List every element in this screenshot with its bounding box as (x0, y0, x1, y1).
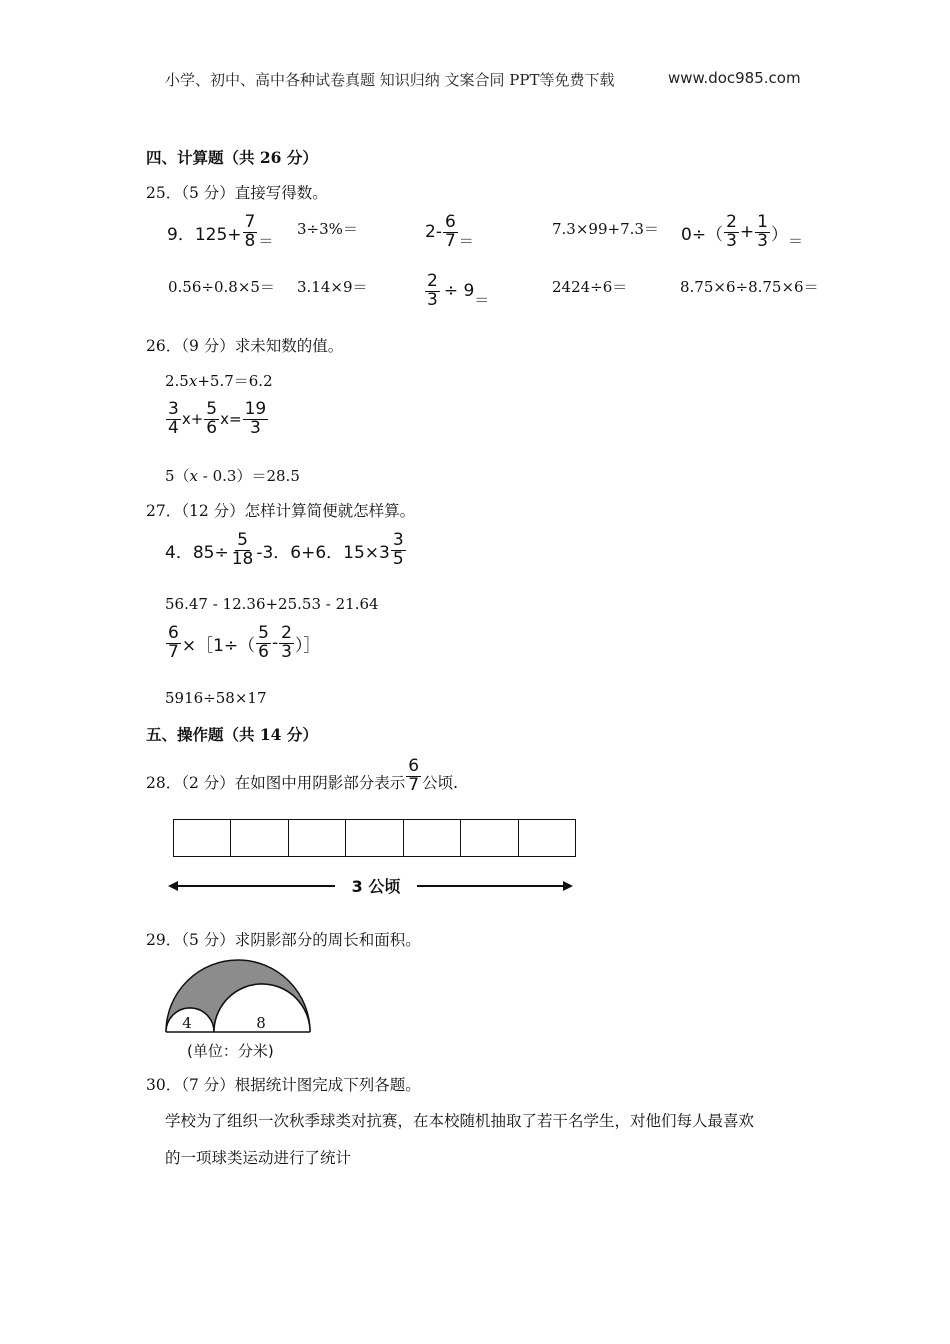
fraction: $\frac{5}{18}$ (231, 530, 254, 569)
q27-expression-2: 56.47 - 12.36+25.53 - 21.64 (165, 595, 379, 613)
equals-sign: ＝ (787, 231, 803, 250)
fraction: $\frac{3}{4}$ (168, 399, 179, 438)
fraction: $\frac{2}{3}$ (726, 212, 737, 251)
equals-sign: ＝ (474, 290, 490, 309)
q27-expression-1: 4．85÷ $\frac{5}{18}$ -3．6+6．15×3 $\frac{3}{5}$ (165, 530, 404, 569)
grid-cell[interactable] (346, 820, 403, 856)
grid-cell[interactable] (231, 820, 288, 856)
arrow-head-left-icon (168, 881, 178, 891)
q25-item-10: 8.75×6÷8.75×6＝ (680, 278, 819, 296)
unit-note: (单位：分米) (187, 1042, 274, 1060)
grid-cell[interactable] (289, 820, 346, 856)
q25-item-1 (167, 214, 273, 251)
q25-item-7: 3.14×9＝ (297, 278, 368, 296)
grid-cell[interactable] (519, 820, 575, 856)
q29-label: 29．（5 分）求阴影部分的周长和面积。 (146, 931, 421, 949)
fraction: $\frac{6}{7}$ (168, 623, 179, 662)
section-5-title: 五、操作题（共 14 分） (146, 725, 318, 744)
fraction: $\frac{7}{8}$ (244, 212, 256, 251)
arrow-dimension (165, 872, 580, 900)
q26-equation-1: 2.5x+5.7＝6.2 (165, 372, 273, 390)
q25-item-5-pre: 0÷（ (681, 224, 724, 245)
q26-equation-2: $\frac{3}{4}$ x+ $\frac{5}{6}$ x= $\frac{19}{3}$ (168, 399, 267, 438)
q26-equation-3: 5（x - 0.3）＝28.5 (165, 467, 300, 485)
q25-item-8 (424, 273, 489, 310)
q27-label: 27．（12 分）怎样计算简便就怎样算。 (146, 502, 416, 520)
fraction: $\frac{5}{6}$ (258, 623, 269, 662)
equals-sign: ＝ (258, 231, 274, 250)
q25-item-5-post: ） (770, 224, 788, 245)
q26-label: 26．（9 分）求未知数的值。 (146, 337, 344, 355)
q25-item-2: 3÷3%＝ (297, 220, 358, 238)
grid-cell[interactable] (174, 820, 231, 856)
q27-expression-4: 5916÷58×17 (165, 689, 267, 707)
q25-item-6: 0.56÷0.8×5＝ (168, 278, 275, 296)
q25-item-9: 2424÷6＝ (552, 278, 628, 296)
fraction: $\frac{2}{3}$ (281, 623, 292, 662)
q27-expression-3: $\frac{6}{7}$ ×［1÷（ $\frac{5}{6}$ - $\frac{2}{3}$ ）］ (168, 623, 321, 662)
q25-item-5 (681, 214, 803, 251)
q25-item-1-int: 9．125+ (167, 224, 242, 245)
q25-item-4: 7.3×99+7.3＝ (552, 220, 659, 238)
q30-text-line-2: 的一项球类运动进行了统计 (165, 1149, 352, 1167)
q25-item-3 (425, 214, 474, 251)
q30-label: 30．（7 分）根据统计图完成下列各题。 (146, 1076, 421, 1094)
grid-cell[interactable] (461, 820, 518, 856)
arrow-head-right-icon (563, 881, 573, 891)
q25-item-8-op: ÷ 9 (443, 281, 475, 302)
fraction: $\frac{1}{3}$ (757, 212, 768, 251)
hectare-grid (173, 819, 576, 857)
arrow-label: 3 公顷 (351, 877, 401, 896)
header-site-url[interactable]: www.doc985.com (668, 69, 801, 87)
semicircle-figure (160, 955, 320, 1035)
big-diameter-label: 8 (256, 1014, 266, 1032)
q30-text-line-1: 学校为了组织一次秋季球类对抗赛，在本校随机抽取了若干名学生，对他们每人最喜欢 (165, 1112, 755, 1130)
q25-label: 25．（5 分）直接写得数。 (146, 184, 328, 202)
fraction: $\frac{2}{3}$ (427, 271, 438, 310)
header-site-description: 小学、初中、高中各种试卷真题 知识归纳 文案合同 PPT等免费下载 (165, 71, 615, 89)
section-4-title: 四、计算题（共 26 分） (146, 148, 318, 167)
q25-item-3-int: 2- (425, 222, 442, 243)
small-diameter-label: 4 (182, 1014, 192, 1032)
q28-label: 28．（2 分）在如图中用阴影部分表示 $\frac{6}{7}$ 公顷. (146, 756, 459, 795)
fraction: $\frac{3}{5}$ (392, 530, 404, 569)
equals-sign: ＝ (458, 231, 474, 250)
fraction: $\frac{6}{7}$ (444, 212, 456, 251)
grid-cell[interactable] (404, 820, 461, 856)
fraction: $\frac{6}{7}$ (408, 756, 420, 795)
fraction: $\frac{5}{6}$ (206, 399, 218, 438)
plus-sign: + (739, 222, 755, 243)
fraction: $\frac{19}{3}$ (244, 399, 267, 438)
